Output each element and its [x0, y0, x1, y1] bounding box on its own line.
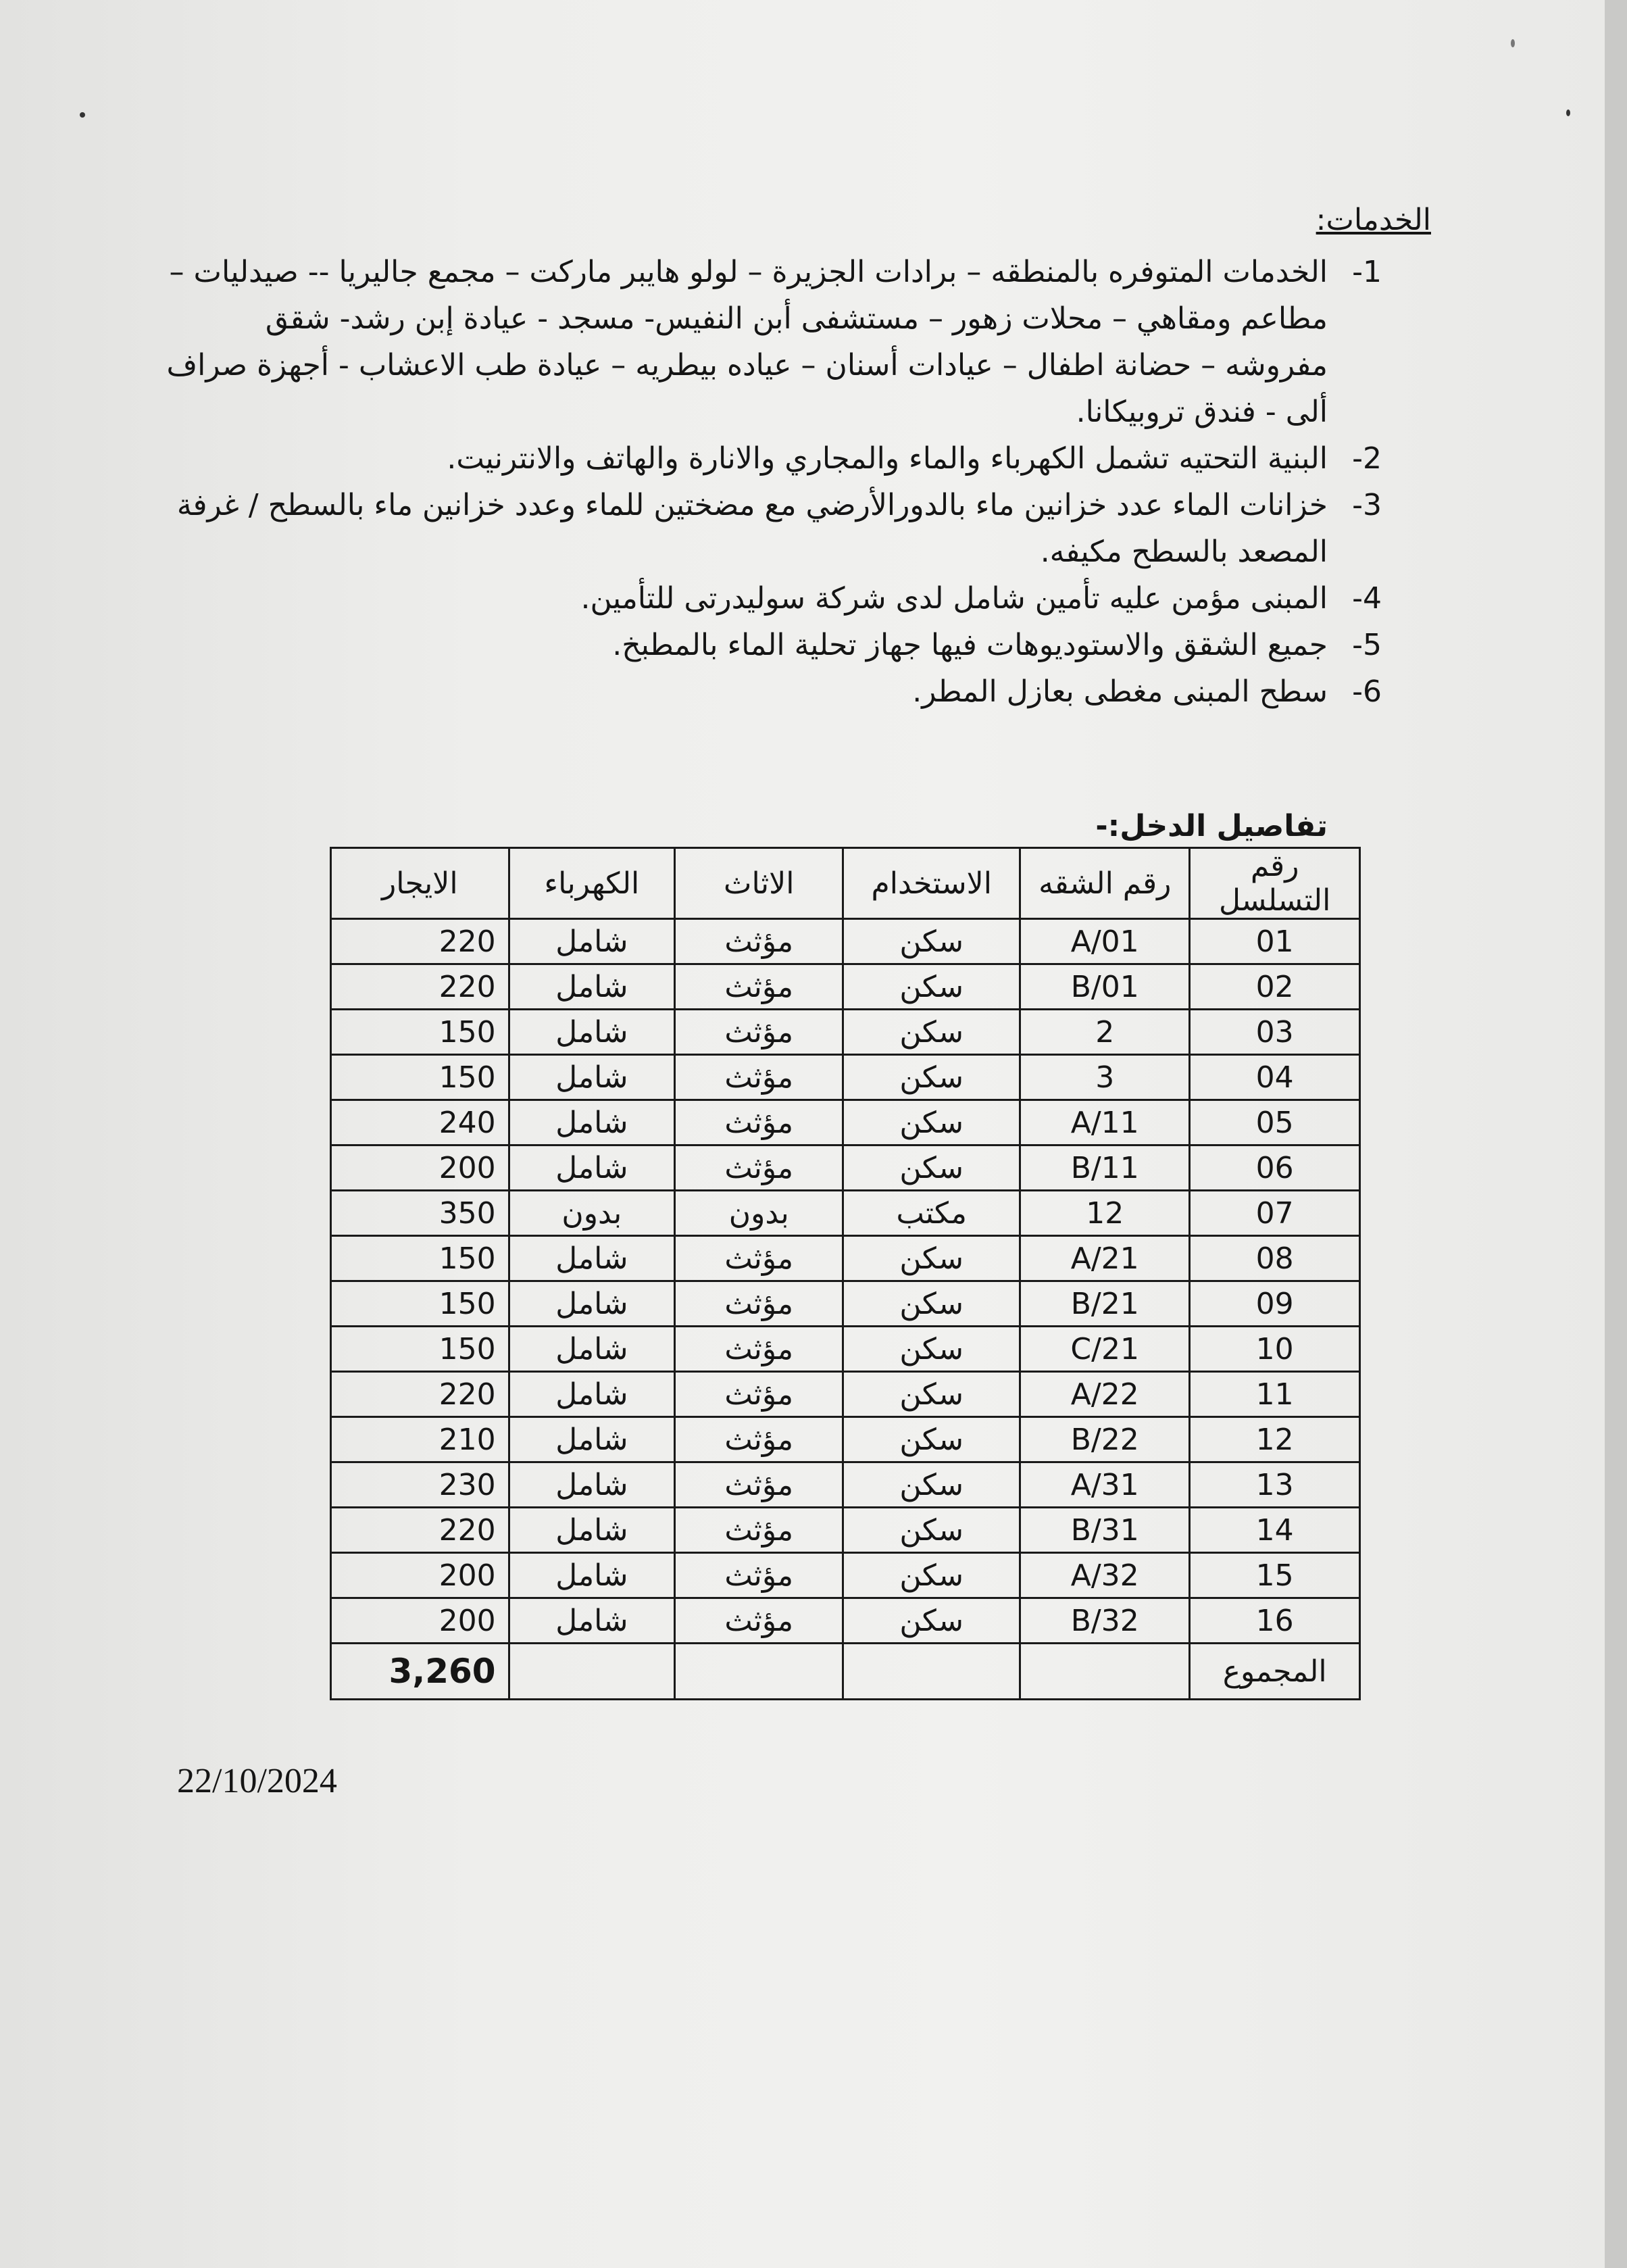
cell-apartment: 21/B	[1020, 1281, 1190, 1327]
cell-serial: 07	[1190, 1191, 1360, 1236]
cell-rent: 220	[331, 1508, 509, 1553]
income-table	[330, 847, 1361, 1700]
cell-furniture: مؤثث	[675, 919, 843, 964]
cell-electricity: شامل	[509, 1236, 675, 1281]
cell-apartment: 2	[1020, 1010, 1190, 1055]
cell-usage: سكن	[843, 1372, 1020, 1417]
cell-usage: سكن	[843, 1598, 1020, 1644]
cell-rent: 210	[331, 1417, 509, 1462]
table-total-row	[331, 1644, 1360, 1700]
cell-serial: 08	[1190, 1236, 1360, 1281]
cell-apartment: 32/B	[1020, 1598, 1190, 1644]
cell-apartment: 3	[1020, 1055, 1190, 1100]
cell-furniture: مؤثث	[675, 1145, 843, 1191]
cell-rent: 150	[331, 1281, 509, 1327]
header-electricity: الكهرباء	[509, 848, 675, 919]
cell-apartment: 32/A	[1020, 1553, 1190, 1598]
cell-furniture: مؤثث	[675, 1010, 843, 1055]
table-row	[331, 1281, 1360, 1327]
ink-speck	[1511, 39, 1515, 47]
empty-cell	[843, 1644, 1020, 1700]
cell-apartment: 21/A	[1020, 1236, 1190, 1281]
cell-furniture: مؤثث	[675, 1055, 843, 1100]
cell-furniture: مؤثث	[675, 1372, 843, 1417]
service-text: خزانات الماء عدد خزانين ماء بالدورالأرضي مع مضختين للماء وعدد خزانين ماء بالسطح / غرفة المصعد بالسطح مكيفه.	[176, 488, 1328, 569]
cell-rent: 150	[331, 1327, 509, 1372]
empty-cell	[675, 1644, 843, 1700]
service-item	[166, 622, 1382, 668]
cell-serial: 06	[1190, 1145, 1360, 1191]
cell-usage: سكن	[843, 1055, 1020, 1100]
cell-serial: 13	[1190, 1462, 1360, 1508]
cell-rent: 150	[331, 1236, 509, 1281]
header-apartment: رقم الشقه	[1020, 848, 1190, 919]
cell-rent: 230	[331, 1462, 509, 1508]
cell-usage: سكن	[843, 1281, 1020, 1327]
table-row	[331, 1553, 1360, 1598]
income-details-title: تفاصيل الدخل:-	[1095, 809, 1328, 843]
cell-rent: 240	[331, 1100, 509, 1145]
service-item	[166, 482, 1382, 575]
table-row	[331, 1236, 1360, 1281]
header-furniture: الاثاث	[675, 848, 843, 919]
table-row	[331, 1598, 1360, 1644]
total-value: 3,260	[331, 1644, 509, 1700]
table-row	[331, 964, 1360, 1010]
cell-apartment: 11/A	[1020, 1100, 1190, 1145]
table-row	[331, 1055, 1360, 1100]
cell-usage: سكن	[843, 964, 1020, 1010]
cell-serial: 04	[1190, 1055, 1360, 1100]
cell-serial: 16	[1190, 1598, 1360, 1644]
cell-apartment: 11/B	[1020, 1145, 1190, 1191]
ink-speck	[80, 112, 85, 118]
service-item	[166, 668, 1382, 715]
cell-furniture: مؤثث	[675, 1598, 843, 1644]
table-row	[331, 1100, 1360, 1145]
service-item	[166, 435, 1382, 482]
table-row	[331, 1327, 1360, 1372]
cell-rent: 220	[331, 1372, 509, 1417]
table-row	[331, 1417, 1360, 1462]
cell-usage: سكن	[843, 1462, 1020, 1508]
cell-furniture: مؤثث	[675, 1508, 843, 1553]
cell-apartment: 31/A	[1020, 1462, 1190, 1508]
cell-apartment: 21/C	[1020, 1327, 1190, 1372]
cell-electricity: شامل	[509, 1281, 675, 1327]
services-heading: الخدمات:	[1316, 203, 1431, 237]
service-number: 6-	[1352, 674, 1382, 709]
cell-furniture: مؤثث	[675, 964, 843, 1010]
header-serial: رقم التسلسل	[1190, 848, 1360, 919]
cell-serial: 10	[1190, 1327, 1360, 1372]
cell-serial: 15	[1190, 1553, 1360, 1598]
cell-furniture: مؤثث	[675, 1281, 843, 1327]
table-row	[331, 1191, 1360, 1236]
cell-electricity: شامل	[509, 919, 675, 964]
cell-usage: سكن	[843, 1327, 1020, 1372]
service-item	[166, 575, 1382, 622]
cell-usage: سكن	[843, 1010, 1020, 1055]
cell-electricity: شامل	[509, 1100, 675, 1145]
empty-cell	[1020, 1644, 1190, 1700]
cell-furniture: مؤثث	[675, 1100, 843, 1145]
total-label: المجموع	[1190, 1644, 1360, 1700]
table-row	[331, 1462, 1360, 1508]
cell-furniture: بدون	[675, 1191, 843, 1236]
service-text: البنية التحتيه تشمل الكهرباء والماء والمجاري والانارة والهاتف والانترنيت.	[447, 441, 1328, 476]
cell-rent: 200	[331, 1598, 509, 1644]
cell-serial: 01	[1190, 919, 1360, 964]
header-rent: الايجار	[331, 848, 509, 919]
service-number: 1-	[1352, 255, 1382, 289]
service-number: 3-	[1352, 488, 1382, 522]
service-text: سطح المبنى مغطى بعازل المطر.	[912, 674, 1328, 709]
table-header-row	[331, 848, 1360, 919]
cell-apartment: 22/B	[1020, 1417, 1190, 1462]
service-number: 4-	[1352, 581, 1382, 616]
cell-usage: سكن	[843, 1417, 1020, 1462]
ink-speck	[1566, 109, 1570, 116]
cell-electricity: شامل	[509, 1598, 675, 1644]
cell-usage: مكتب	[843, 1191, 1020, 1236]
service-number: 2-	[1352, 441, 1382, 476]
cell-electricity: شامل	[509, 1553, 675, 1598]
cell-electricity: شامل	[509, 1508, 675, 1553]
service-text: المبنى مؤمن عليه تأمين شامل لدى شركة سوليدرتى للتأمين.	[580, 581, 1328, 616]
cell-electricity: بدون	[509, 1191, 675, 1236]
cell-furniture: مؤثث	[675, 1236, 843, 1281]
cell-electricity: شامل	[509, 964, 675, 1010]
cell-furniture: مؤثث	[675, 1462, 843, 1508]
cell-usage: سكن	[843, 1100, 1020, 1145]
services-list	[166, 249, 1382, 715]
cell-serial: 05	[1190, 1100, 1360, 1145]
cell-furniture: مؤثث	[675, 1553, 843, 1598]
cell-rent: 220	[331, 919, 509, 964]
service-item	[166, 249, 1382, 435]
table-row	[331, 919, 1360, 964]
cell-apartment: 22/A	[1020, 1372, 1190, 1417]
cell-electricity: شامل	[509, 1462, 675, 1508]
service-number: 5-	[1352, 628, 1382, 662]
cell-rent: 150	[331, 1055, 509, 1100]
table-row	[331, 1372, 1360, 1417]
cell-electricity: شامل	[509, 1010, 675, 1055]
cell-serial: 14	[1190, 1508, 1360, 1553]
cell-electricity: شامل	[509, 1145, 675, 1191]
empty-cell	[509, 1644, 675, 1700]
cell-rent: 220	[331, 964, 509, 1010]
table-row	[331, 1508, 1360, 1553]
cell-rent: 150	[331, 1010, 509, 1055]
cell-furniture: مؤثث	[675, 1327, 843, 1372]
cell-apartment: 31/B	[1020, 1508, 1190, 1553]
cell-rent: 200	[331, 1145, 509, 1191]
cell-serial: 12	[1190, 1417, 1360, 1462]
table-row	[331, 1010, 1360, 1055]
cell-apartment: 12	[1020, 1191, 1190, 1236]
cell-serial: 11	[1190, 1372, 1360, 1417]
document-date: 22/10/2024	[177, 1762, 337, 1800]
cell-rent: 200	[331, 1553, 509, 1598]
cell-usage: سكن	[843, 1553, 1020, 1598]
cell-usage: سكن	[843, 1508, 1020, 1553]
cell-serial: 02	[1190, 964, 1360, 1010]
cell-usage: سكن	[843, 1236, 1020, 1281]
page-edge-shadow	[1605, 0, 1627, 2268]
cell-apartment: 01/A	[1020, 919, 1190, 964]
cell-electricity: شامل	[509, 1327, 675, 1372]
cell-usage: سكن	[843, 1145, 1020, 1191]
table-row	[331, 1145, 1360, 1191]
cell-serial: 03	[1190, 1010, 1360, 1055]
service-text: جميع الشقق والاستوديوهات فيها جهاز تحلية الماء بالمطبخ.	[612, 628, 1328, 662]
cell-apartment: 01/B	[1020, 964, 1190, 1010]
service-text: الخدمات المتوفره بالمنطقه – برادات الجزيرة – لولو هايبر ماركت – مجمع جاليريا -- صيدليات – مطاعم ومقاهي – محلات زهور – مستشفى أبن النفيس- مسجد - عيادة إبن رشد- شقق مفروشه – حضانة اطفال – عيادات أسنان – عياده بيطريه – عيادة طب الاعشاب - أجهزة صراف ألى - فندق تروبيكانا.	[166, 255, 1328, 429]
cell-furniture: مؤثث	[675, 1417, 843, 1462]
cell-serial: 09	[1190, 1281, 1360, 1327]
cell-usage: سكن	[843, 919, 1020, 964]
cell-rent: 350	[331, 1191, 509, 1236]
cell-electricity: شامل	[509, 1372, 675, 1417]
header-usage: الاستخدام	[843, 848, 1020, 919]
cell-electricity: شامل	[509, 1055, 675, 1100]
cell-electricity: شامل	[509, 1417, 675, 1462]
